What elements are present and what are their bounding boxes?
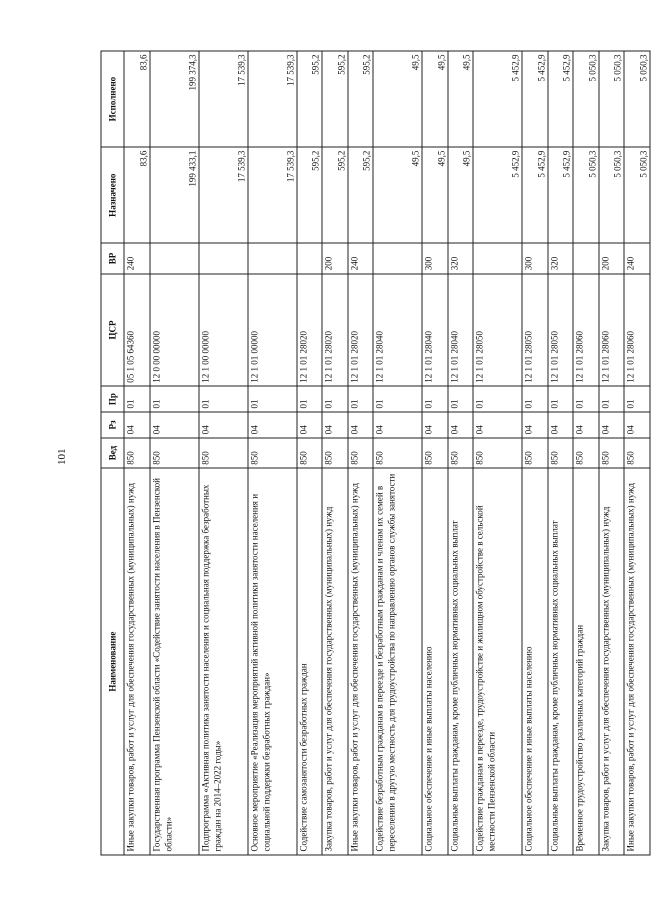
row-name: Иные закупки товаров, работ и услуг для обеспечения государственных (муниципальных) нужд	[348, 468, 374, 855]
budget-table	[101, 51, 651, 856]
row-rz: 04	[448, 412, 474, 438]
row-rz: 04	[248, 412, 297, 438]
row-pr: 01	[297, 386, 323, 412]
row-ved: 850	[548, 438, 574, 468]
row-vr	[297, 243, 323, 273]
row-ved: 850	[124, 438, 150, 468]
row-rz: 04	[548, 412, 574, 438]
row-name: Основное мероприятие «Реализация мероприятий активной политики занятости населения и социальной поддержки безработных граждан»	[248, 468, 297, 855]
row-executed: 49,5	[373, 51, 422, 147]
row-executed: 5 452,9	[473, 51, 522, 147]
row-pr: 01	[150, 386, 199, 412]
row-rz: 04	[624, 412, 650, 438]
row-assigned: 199 433,1	[150, 147, 199, 243]
row-ved: 850	[599, 438, 625, 468]
row-pr: 01	[322, 386, 348, 412]
row-rz: 04	[199, 412, 248, 438]
table-row	[422, 51, 448, 855]
row-csr: 12 1 01 28060	[624, 274, 650, 387]
row-vr	[199, 243, 248, 273]
row-rz: 04	[473, 412, 522, 438]
row-csr: 12 0 00 00000	[150, 274, 199, 387]
row-assigned: 49,5	[422, 147, 448, 243]
row-assigned: 5 452,9	[548, 147, 574, 243]
row-vr	[248, 243, 297, 273]
row-executed: 49,5	[422, 51, 448, 147]
row-name: Государственная программа Пензенской области «Содействие занятости населения в Пензенской области»	[150, 468, 199, 855]
row-ved: 850	[522, 438, 548, 468]
row-name: Содействие самозанятости безработных граждан	[297, 468, 323, 855]
row-vr: 240	[348, 243, 374, 273]
row-executed: 5 050,3	[573, 51, 599, 147]
table-row	[373, 51, 422, 855]
table-row	[599, 51, 625, 855]
row-name: Подпрограмма «Активная политика занятости населения и социальная поддержка безработных граждан на 2014–2022 годы»	[199, 468, 248, 855]
header-ved: Вед	[101, 438, 124, 468]
row-pr: 01	[624, 386, 650, 412]
row-vr: 300	[522, 243, 548, 273]
row-executed: 5 050,3	[599, 51, 625, 147]
row-executed: 595,2	[297, 51, 323, 147]
row-ved: 850	[624, 438, 650, 468]
row-name: Закупка товаров, работ и услуг для обеспечения государственных (муниципальных) нужд	[599, 468, 625, 855]
row-assigned: 595,2	[322, 147, 348, 243]
row-rz: 04	[348, 412, 374, 438]
table-row	[624, 51, 650, 855]
row-vr	[573, 243, 599, 273]
row-csr: 12 1 01 28050	[473, 274, 522, 387]
row-pr: 01	[473, 386, 522, 412]
header-assigned: Назначено	[101, 147, 124, 243]
header-name: Наименование	[101, 468, 124, 855]
row-csr: 12 1 01 28040	[448, 274, 474, 387]
row-vr: 320	[548, 243, 574, 273]
row-rz: 04	[373, 412, 422, 438]
row-csr: 12 1 01 28060	[573, 274, 599, 387]
row-executed: 5 050,3	[624, 51, 650, 147]
table-row	[548, 51, 574, 855]
row-csr: 12 1 01 28050	[522, 274, 548, 387]
row-ved: 850	[199, 438, 248, 468]
table-row	[448, 51, 474, 855]
table-row	[248, 51, 297, 855]
row-vr: 300	[422, 243, 448, 273]
row-executed: 5 452,9	[548, 51, 574, 147]
row-name: Социальное обеспечение и иные выплаты населению	[422, 468, 448, 855]
row-name: Социальное обеспечение и иные выплаты населению	[522, 468, 548, 855]
row-assigned: 49,5	[448, 147, 474, 243]
row-assigned: 595,2	[348, 147, 374, 243]
row-csr: 12 1 01 28020	[348, 274, 374, 387]
row-executed: 5 452,9	[522, 51, 548, 147]
row-csr: 12 1 01 00000	[248, 274, 297, 387]
row-ved: 850	[373, 438, 422, 468]
row-name: Закупка товаров, работ и услуг для обеспечения государственных (муниципальных) нужд	[322, 468, 348, 855]
row-name: Временное трудоустройство различных категорий граждан	[573, 468, 599, 855]
row-ved: 850	[322, 438, 348, 468]
row-ved: 850	[348, 438, 374, 468]
budget-table-container	[101, 51, 651, 856]
row-rz: 04	[599, 412, 625, 438]
row-rz: 04	[573, 412, 599, 438]
row-ved: 850	[573, 438, 599, 468]
row-pr: 01	[422, 386, 448, 412]
row-pr: 01	[199, 386, 248, 412]
header-pr: Пр	[101, 386, 124, 412]
table-row	[297, 51, 323, 855]
row-vr: 240	[124, 243, 150, 273]
table-row	[199, 51, 248, 855]
table-row	[473, 51, 522, 855]
row-pr: 01	[348, 386, 374, 412]
table-row	[124, 51, 150, 855]
header-csr: ЦСР	[101, 274, 124, 387]
row-pr: 01	[248, 386, 297, 412]
row-assigned: 595,2	[297, 147, 323, 243]
row-assigned: 83,6	[124, 147, 150, 243]
row-rz: 04	[522, 412, 548, 438]
row-csr: 12 1 01 28050	[548, 274, 574, 387]
row-csr: 12 1 01 28040	[422, 274, 448, 387]
table-row	[348, 51, 374, 855]
row-rz: 04	[322, 412, 348, 438]
row-executed: 17 539,3	[199, 51, 248, 147]
row-ved: 850	[473, 438, 522, 468]
row-csr: 12 1 01 28040	[373, 274, 422, 387]
table-header-row	[101, 51, 124, 855]
row-pr: 01	[548, 386, 574, 412]
row-vr: 240	[624, 243, 650, 273]
row-assigned: 5 452,9	[522, 147, 548, 243]
row-name: Социальные выплаты гражданам, кроме публичных нормативных социальных выплат	[548, 468, 574, 855]
table-row	[573, 51, 599, 855]
row-assigned: 17 539,3	[248, 147, 297, 243]
row-vr	[150, 243, 199, 273]
row-name: Содействие гражданам в переезде, трудоустройстве и жилищном обустройстве в сельской местности Пензенской области	[473, 468, 522, 855]
row-csr: 12 1 01 28020	[322, 274, 348, 387]
table-row	[322, 51, 348, 855]
row-executed: 49,5	[448, 51, 474, 147]
row-rz: 04	[422, 412, 448, 438]
row-vr: 200	[599, 243, 625, 273]
row-pr: 01	[373, 386, 422, 412]
row-rz: 04	[124, 412, 150, 438]
row-rz: 04	[297, 412, 323, 438]
row-ved: 850	[422, 438, 448, 468]
row-ved: 850	[150, 438, 199, 468]
row-ved: 850	[248, 438, 297, 468]
header-executed: Исполнено	[101, 51, 124, 147]
row-pr: 01	[448, 386, 474, 412]
row-executed: 595,2	[348, 51, 374, 147]
row-pr: 01	[522, 386, 548, 412]
row-name: Содействие безработным гражданам в переезде и безработным гражданам и членам их семей в переселении в другую местность для трудоустройства по направлению органов службы занятости	[373, 468, 422, 855]
page-number: 101	[56, 448, 68, 465]
row-assigned: 49,5	[373, 147, 422, 243]
row-assigned: 5 452,9	[473, 147, 522, 243]
row-assigned: 5 050,3	[573, 147, 599, 243]
row-assigned: 17 539,3	[199, 147, 248, 243]
row-name: Иные закупки товаров, работ и услуг для обеспечения государственных (муниципальных) нужд	[624, 468, 650, 855]
row-vr	[373, 243, 422, 273]
row-pr: 01	[599, 386, 625, 412]
row-csr: 12 1 01 28060	[599, 274, 625, 387]
row-ved: 850	[448, 438, 474, 468]
header-rz: Рз	[101, 412, 124, 438]
row-csr: 05 1 05 64360	[124, 274, 150, 387]
row-name: Иные закупки товаров, работ и услуг для обеспечения государственных (муниципальных) нужд	[124, 468, 150, 855]
row-executed: 595,2	[322, 51, 348, 147]
row-assigned: 5 050,3	[599, 147, 625, 243]
row-assigned: 5 050,3	[624, 147, 650, 243]
row-pr: 01	[573, 386, 599, 412]
row-vr: 320	[448, 243, 474, 273]
row-csr: 12 1 00 00000	[199, 274, 248, 387]
row-vr: 200	[322, 243, 348, 273]
row-ved: 850	[297, 438, 323, 468]
row-executed: 83,6	[124, 51, 150, 147]
row-vr	[473, 243, 522, 273]
row-csr: 12 1 01 28020	[297, 274, 323, 387]
row-rz: 04	[150, 412, 199, 438]
row-executed: 17 539,3	[248, 51, 297, 147]
row-pr: 01	[124, 386, 150, 412]
table-row	[150, 51, 199, 855]
row-executed: 199 374,3	[150, 51, 199, 147]
row-name: Социальные выплаты гражданам, кроме публичных нормативных социальных выплат	[448, 468, 474, 855]
table-row	[522, 51, 548, 855]
header-vr: ВР	[101, 243, 124, 273]
